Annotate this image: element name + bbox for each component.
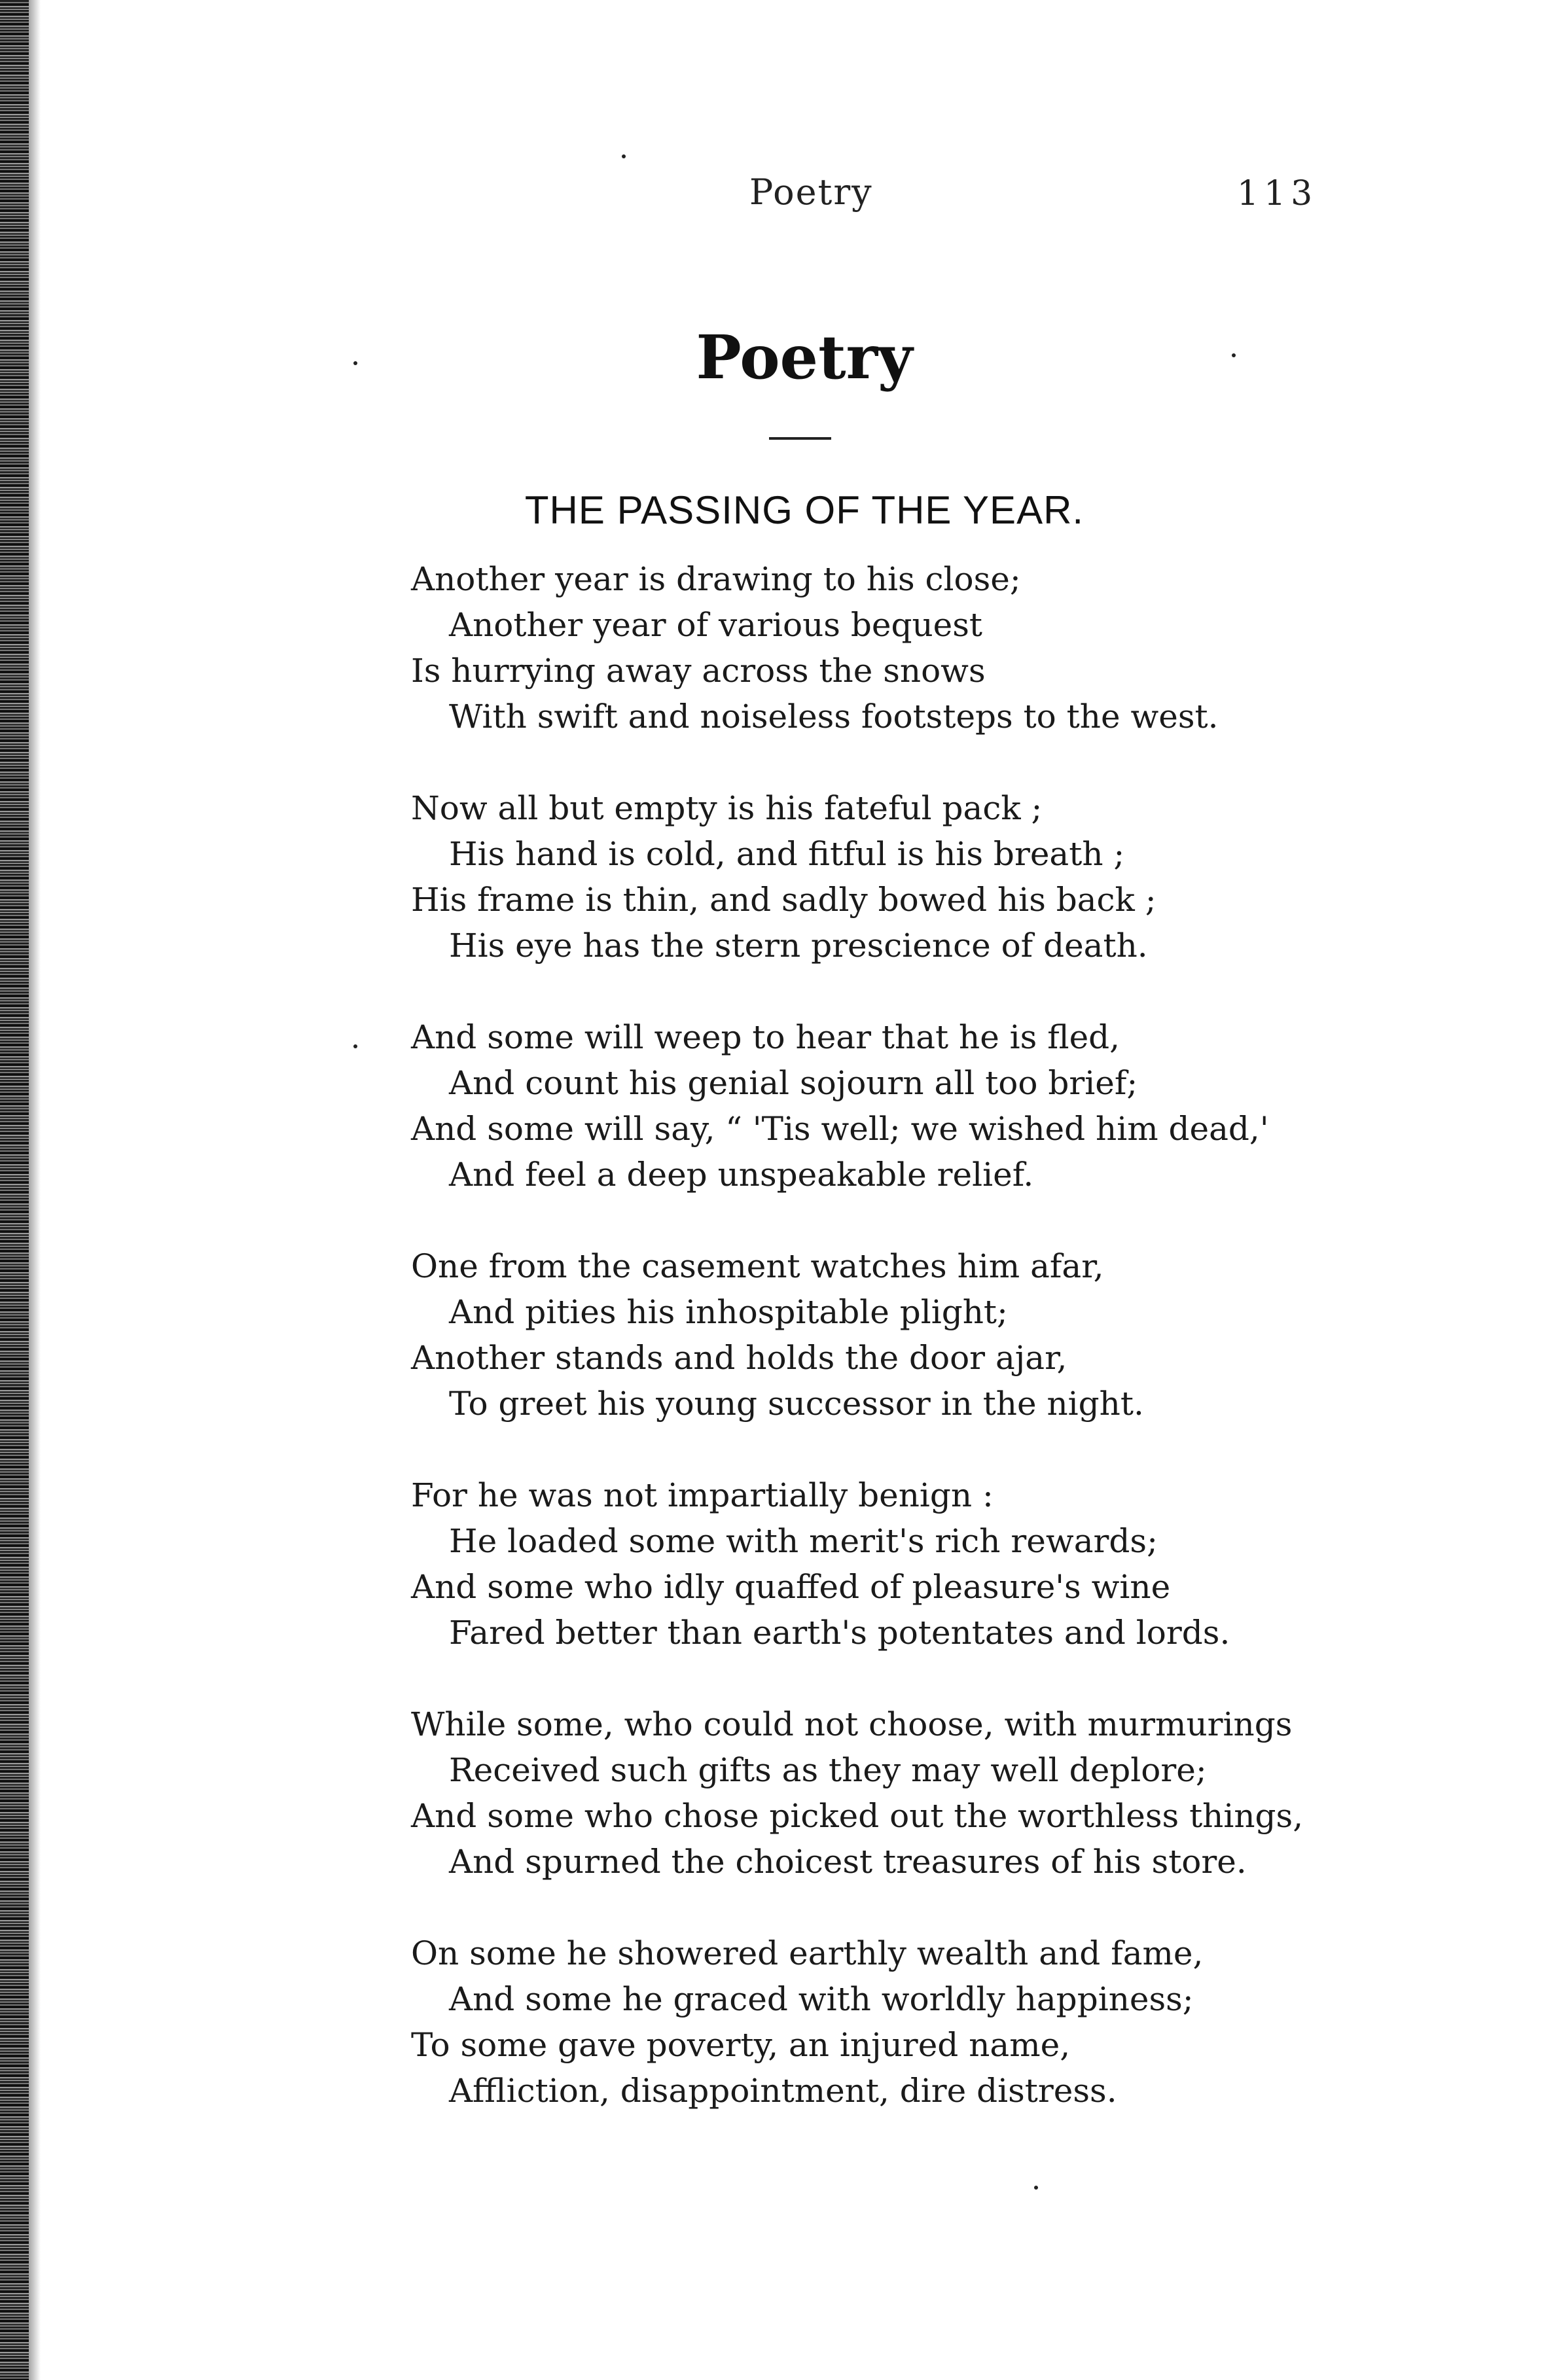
page-number: 113 (1237, 174, 1318, 213)
section-heading: Poetry (696, 322, 913, 393)
heading-rule (769, 437, 831, 440)
poem-line: While some, who could not choose, with murmurings (411, 1705, 1293, 1743)
stanza (411, 1243, 1524, 1427)
running-head (0, 171, 1559, 224)
poem-line: To some gave poverty, an injured name, (411, 2026, 1071, 2064)
poem-line: One from the casement watches him afar, (411, 1247, 1104, 1285)
poem-line: Another year is drawing to his close; (411, 560, 1021, 598)
poem-line: Is hurrying away across the snows (411, 652, 986, 690)
poem-line: His frame is thin, and sadly bowed his back ; (411, 881, 1156, 919)
running-head-title: Poetry (749, 171, 873, 213)
poem-line: And pities his inhospitable plight; (449, 1293, 1008, 1331)
poem-title: THE PASSING OF THE YEAR. (524, 488, 1084, 532)
poem-line: And some he graced with worldly happiness; (449, 1980, 1194, 2018)
stanza (411, 1472, 1524, 1656)
poem-line: He loaded some with merit's rich rewards; (449, 1522, 1158, 1560)
poem-body (411, 556, 1524, 2159)
ink-speck (353, 361, 357, 365)
ink-speck (353, 1044, 357, 1048)
poem-line: To greet his young successor in the night. (449, 1385, 1144, 1423)
poem-line: And count his genial sojourn all too brief; (449, 1064, 1138, 1102)
poem-line: And some who idly quaffed of pleasure's wine (411, 1568, 1171, 1606)
poem-line: For he was not impartially benign : (411, 1476, 994, 1514)
poem-line: And feel a deep unspeakable relief. (449, 1156, 1034, 1194)
stanza (411, 785, 1524, 968)
poem-line: And some will weep to hear that he is fled, (411, 1018, 1120, 1056)
ink-speck (622, 154, 626, 158)
poem-line: And some will say, “ 'Tis well; we wished him dead,' (411, 1110, 1269, 1148)
poem-line: And some who chose picked out the worthless things, (411, 1797, 1304, 1835)
poem-line: Received such gifts as they may well deplore; (449, 1751, 1207, 1789)
poem-line: His eye has the stern prescience of death. (449, 927, 1148, 965)
stanza (411, 1930, 1524, 2114)
poem-line: Now all but empty is his fateful pack ; (411, 789, 1043, 827)
poem-line: His hand is cold, and fitful is his breath ; (449, 835, 1125, 873)
poem-line: Fared better than earth's potentates and lords. (449, 1614, 1230, 1652)
ink-speck (1034, 2186, 1038, 2190)
stanza (411, 1014, 1524, 1198)
ink-speck (1232, 353, 1236, 357)
poem-line: Another year of various bequest (449, 606, 982, 644)
poem-line: Another stands and holds the door ajar, (411, 1339, 1067, 1377)
poem-line: Affliction, disappointment, dire distress. (449, 2072, 1117, 2110)
poem-line: With swift and noiseless footsteps to the west. (449, 698, 1219, 736)
poem-line: On some he showered earthly wealth and fame, (411, 1934, 1204, 1972)
poem-line: And spurned the choicest treasures of his store. (449, 1843, 1247, 1881)
stanza (411, 556, 1524, 739)
stanza (411, 1701, 1524, 1885)
